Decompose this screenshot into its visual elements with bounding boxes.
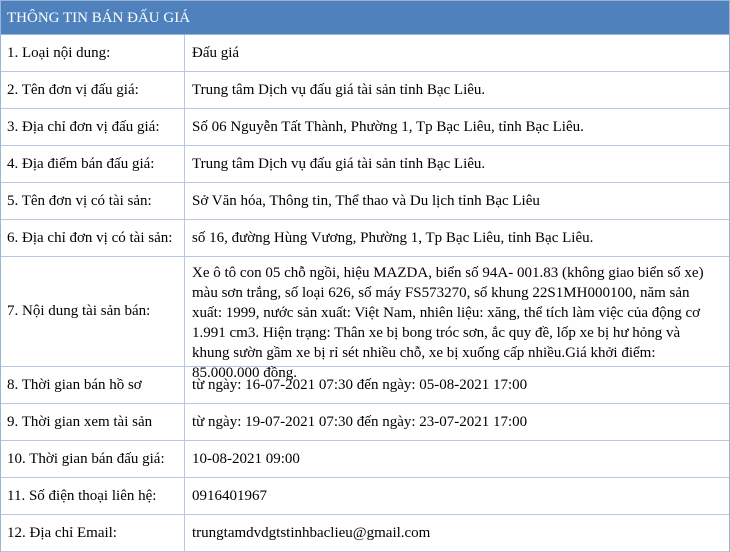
row-value: Xe ô tô con 05 chỗ ngồi, hiệu MAZDA, biển số 94A- 001.83 (không giao biển số xe) màu sơn trắng, số loại 626, số máy FS573270, số khung 22S1MH000100, năm sản xuất: 1999, nước sản xuất: Việt Nam, nhiên liệu: xăng, thể tích làm việc của động cơ 1.991 cm3. Hiện trạng: Thân xe bị bong tróc sơn, ắc quy đề, lốp xe bị hư hỏng và khung sườn gầm xe bị rỉ sét nhiều chỗ, xe bị xuống cấp nhiều.Giá khởi điểm: 85.000.000 đồng. xyxy=(192,265,704,381)
row-asset-owner-address xyxy=(1,220,729,257)
table-header xyxy=(1,1,729,35)
row-value: trungtamdvdgtstinhbaclieu@gmail.com xyxy=(192,525,431,541)
row-document-sale-period xyxy=(1,367,729,404)
row-label: 1. Loại nội dung: xyxy=(1,35,185,71)
row-auction-location xyxy=(1,146,729,183)
row-value: 10-08-2021 09:00 xyxy=(192,451,300,467)
row-value: Số 06 Nguyễn Tất Thành, Phường 1, Tp Bạc Liêu, tỉnh Bạc Liêu. xyxy=(192,119,584,135)
row-label: 10. Thời gian bán đấu giá: xyxy=(1,441,185,477)
row-value: Trung tâm Dịch vụ đấu giá tài sản tỉnh Bạc Liêu. xyxy=(192,82,486,98)
row-label: 7. Nội dung tài sản bán: xyxy=(1,257,185,366)
row-label: 3. Địa chỉ đơn vị đấu giá: xyxy=(1,109,185,145)
row-contact-phone xyxy=(1,478,729,515)
row-label: 6. Địa chỉ đơn vị có tài sản: xyxy=(1,220,185,256)
row-label: 11. Số điện thoại liên hệ: xyxy=(1,478,185,514)
row-value: Sở Văn hóa, Thông tin, Thể thao và Du lịch tỉnh Bạc Liêu xyxy=(192,193,540,209)
row-label: 8. Thời gian bán hồ sơ xyxy=(1,367,185,403)
row-label: 4. Địa điểm bán đấu giá: xyxy=(1,146,185,182)
row-auction-time xyxy=(1,441,729,478)
row-asset-owner-name xyxy=(1,183,729,220)
row-content-type xyxy=(1,35,729,72)
row-value: Trung tâm Dịch vụ đấu giá tài sản tỉnh Bạc Liêu. xyxy=(192,156,486,172)
row-label: 12. Địa chỉ Email: xyxy=(1,515,185,551)
row-value: từ ngày: 16-07-2021 07:30 đến ngày: 05-08-2021 17:00 xyxy=(192,377,528,393)
row-auction-unit-address xyxy=(1,109,729,146)
row-value: 0916401967 xyxy=(192,488,267,504)
row-auction-unit-name xyxy=(1,72,729,109)
row-value: từ ngày: 19-07-2021 07:30 đến ngày: 23-07-2021 17:00 xyxy=(192,414,528,430)
table-title: THÔNG TIN BÁN ĐẤU GIÁ xyxy=(7,10,191,26)
row-value: Đấu giá xyxy=(192,45,240,61)
row-value: số 16, đường Hùng Vương, Phường 1, Tp Bạc Liêu, tỉnh Bạc Liêu. xyxy=(192,230,594,246)
row-label: 9. Thời gian xem tài sản xyxy=(1,404,185,440)
row-asset-viewing-period xyxy=(1,404,729,441)
row-contact-email xyxy=(1,515,729,552)
row-label: 2. Tên đơn vị đấu giá: xyxy=(1,72,185,108)
row-label: 5. Tên đơn vị có tài sản: xyxy=(1,183,185,219)
row-asset-description xyxy=(1,257,729,381)
